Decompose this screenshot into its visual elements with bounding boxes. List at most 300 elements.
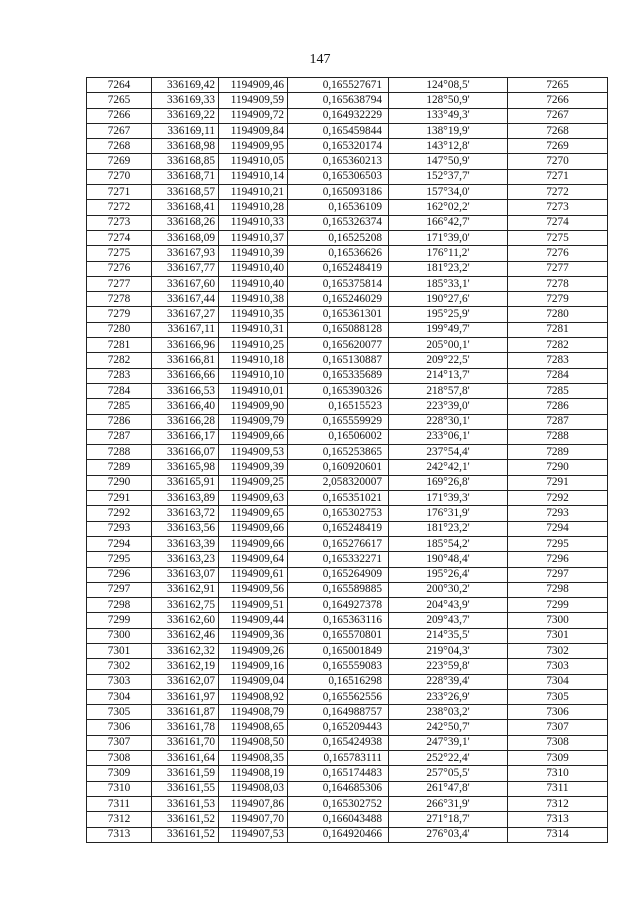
y-coordinate-cell: 1194909,44 bbox=[219, 613, 288, 628]
next-point-number-cell: 7288 bbox=[508, 429, 608, 444]
point-number-cell: 7271 bbox=[87, 185, 152, 200]
y-coordinate-cell: 1194910,37 bbox=[219, 230, 288, 245]
x-coordinate-cell: 336161,52 bbox=[152, 827, 219, 842]
x-coordinate-cell: 336169,11 bbox=[152, 123, 219, 138]
point-number-cell: 7288 bbox=[87, 445, 152, 460]
distance-cell: 0,165302752 bbox=[288, 796, 389, 811]
next-point-number-cell: 7268 bbox=[508, 123, 608, 138]
y-coordinate-cell: 1194909,36 bbox=[219, 628, 288, 643]
point-number-cell: 7303 bbox=[87, 674, 152, 689]
point-number-cell: 7270 bbox=[87, 169, 152, 184]
y-coordinate-cell: 1194910,14 bbox=[219, 169, 288, 184]
x-coordinate-cell: 336162,19 bbox=[152, 659, 219, 674]
point-number-cell: 7283 bbox=[87, 368, 152, 383]
table-row bbox=[87, 123, 608, 138]
distance-cell: 0,165246029 bbox=[288, 292, 389, 307]
next-point-number-cell: 7279 bbox=[508, 292, 608, 307]
x-coordinate-cell: 336161,59 bbox=[152, 766, 219, 781]
table-row bbox=[87, 506, 608, 521]
direction-angle-cell: 223°59,8' bbox=[389, 659, 508, 674]
x-coordinate-cell: 336166,40 bbox=[152, 399, 219, 414]
y-coordinate-cell: 1194909,25 bbox=[219, 475, 288, 490]
distance-cell: 0,165276617 bbox=[288, 536, 389, 551]
table-row bbox=[87, 598, 608, 613]
y-coordinate-cell: 1194909,64 bbox=[219, 552, 288, 567]
x-coordinate-cell: 336161,78 bbox=[152, 720, 219, 735]
y-coordinate-cell: 1194909,51 bbox=[219, 598, 288, 613]
next-point-number-cell: 7277 bbox=[508, 261, 608, 276]
next-point-number-cell: 7307 bbox=[508, 720, 608, 735]
next-point-number-cell: 7265 bbox=[508, 78, 608, 93]
table-row bbox=[87, 812, 608, 827]
next-point-number-cell: 7278 bbox=[508, 276, 608, 291]
direction-angle-cell: 176°31,9' bbox=[389, 506, 508, 521]
x-coordinate-cell: 336166,81 bbox=[152, 353, 219, 368]
next-point-number-cell: 7295 bbox=[508, 536, 608, 551]
table-row bbox=[87, 307, 608, 322]
y-coordinate-cell: 1194907,53 bbox=[219, 827, 288, 842]
x-coordinate-cell: 336162,46 bbox=[152, 628, 219, 643]
x-coordinate-cell: 336167,60 bbox=[152, 276, 219, 291]
point-number-cell: 7267 bbox=[87, 123, 152, 138]
point-number-cell: 7274 bbox=[87, 230, 152, 245]
distance-cell: 0,165264909 bbox=[288, 567, 389, 582]
distance-cell: 0,164920466 bbox=[288, 827, 389, 842]
x-coordinate-cell: 336168,71 bbox=[152, 169, 219, 184]
y-coordinate-cell: 1194909,39 bbox=[219, 460, 288, 475]
x-coordinate-cell: 336167,27 bbox=[152, 307, 219, 322]
y-coordinate-cell: 1194908,35 bbox=[219, 751, 288, 766]
next-point-number-cell: 7298 bbox=[508, 582, 608, 597]
y-coordinate-cell: 1194910,01 bbox=[219, 383, 288, 398]
table-row bbox=[87, 276, 608, 291]
next-point-number-cell: 7283 bbox=[508, 353, 608, 368]
direction-angle-cell: 214°13,7' bbox=[389, 368, 508, 383]
x-coordinate-cell: 336168,09 bbox=[152, 230, 219, 245]
distance-cell: 0,165302753 bbox=[288, 506, 389, 521]
y-coordinate-cell: 1194908,19 bbox=[219, 766, 288, 781]
x-coordinate-cell: 336161,55 bbox=[152, 781, 219, 796]
table-row bbox=[87, 338, 608, 353]
next-point-number-cell: 7276 bbox=[508, 246, 608, 261]
table-row bbox=[87, 261, 608, 276]
direction-angle-cell: 143°12,8' bbox=[389, 139, 508, 154]
direction-angle-cell: 162°02,2' bbox=[389, 200, 508, 215]
x-coordinate-cell: 336161,52 bbox=[152, 812, 219, 827]
table-row bbox=[87, 674, 608, 689]
next-point-number-cell: 7302 bbox=[508, 643, 608, 658]
table-row bbox=[87, 827, 608, 842]
direction-angle-cell: 181°23,2' bbox=[389, 521, 508, 536]
point-number-cell: 7307 bbox=[87, 735, 152, 750]
distance-cell: 0,165375814 bbox=[288, 276, 389, 291]
direction-angle-cell: 257°05,5' bbox=[389, 766, 508, 781]
table-row bbox=[87, 796, 608, 811]
y-coordinate-cell: 1194910,25 bbox=[219, 338, 288, 353]
x-coordinate-cell: 336162,60 bbox=[152, 613, 219, 628]
x-coordinate-cell: 336161,97 bbox=[152, 689, 219, 704]
table-row bbox=[87, 628, 608, 643]
direction-angle-cell: 209°43,7' bbox=[389, 613, 508, 628]
direction-angle-cell: 152°37,7' bbox=[389, 169, 508, 184]
direction-angle-cell: 223°39,0' bbox=[389, 399, 508, 414]
y-coordinate-cell: 1194908,79 bbox=[219, 705, 288, 720]
direction-angle-cell: 218°57,8' bbox=[389, 383, 508, 398]
point-number-cell: 7285 bbox=[87, 399, 152, 414]
table-row bbox=[87, 93, 608, 108]
point-number-cell: 7272 bbox=[87, 200, 152, 215]
y-coordinate-cell: 1194909,72 bbox=[219, 108, 288, 123]
table-row bbox=[87, 429, 608, 444]
direction-angle-cell: 276°03,4' bbox=[389, 827, 508, 842]
x-coordinate-cell: 336161,87 bbox=[152, 705, 219, 720]
distance-cell: 0,164932229 bbox=[288, 108, 389, 123]
table-row bbox=[87, 445, 608, 460]
x-coordinate-cell: 336168,26 bbox=[152, 215, 219, 230]
y-coordinate-cell: 1194910,31 bbox=[219, 322, 288, 337]
direction-angle-cell: 181°23,2' bbox=[389, 261, 508, 276]
direction-angle-cell: 147°50,9' bbox=[389, 154, 508, 169]
table-row bbox=[87, 108, 608, 123]
y-coordinate-cell: 1194908,50 bbox=[219, 735, 288, 750]
y-coordinate-cell: 1194908,92 bbox=[219, 689, 288, 704]
table-row bbox=[87, 491, 608, 506]
direction-angle-cell: 195°25,9' bbox=[389, 307, 508, 322]
table-row bbox=[87, 735, 608, 750]
point-number-cell: 7287 bbox=[87, 429, 152, 444]
table-row bbox=[87, 582, 608, 597]
y-coordinate-cell: 1194909,16 bbox=[219, 659, 288, 674]
distance-cell: 0,165459844 bbox=[288, 123, 389, 138]
direction-angle-cell: 195°26,4' bbox=[389, 567, 508, 582]
table-row bbox=[87, 414, 608, 429]
y-coordinate-cell: 1194910,05 bbox=[219, 154, 288, 169]
distance-cell: 0,165209443 bbox=[288, 720, 389, 735]
direction-angle-cell: 252°22,4' bbox=[389, 751, 508, 766]
x-coordinate-cell: 336161,53 bbox=[152, 796, 219, 811]
distance-cell: 0,165335689 bbox=[288, 368, 389, 383]
table-row bbox=[87, 215, 608, 230]
y-coordinate-cell: 1194910,38 bbox=[219, 292, 288, 307]
table-row bbox=[87, 552, 608, 567]
point-number-cell: 7292 bbox=[87, 506, 152, 521]
table-row bbox=[87, 751, 608, 766]
y-coordinate-cell: 1194910,39 bbox=[219, 246, 288, 261]
next-point-number-cell: 7290 bbox=[508, 460, 608, 475]
y-coordinate-cell: 1194909,66 bbox=[219, 429, 288, 444]
table-row bbox=[87, 643, 608, 658]
x-coordinate-cell: 336163,23 bbox=[152, 552, 219, 567]
point-number-cell: 7297 bbox=[87, 582, 152, 597]
next-point-number-cell: 7282 bbox=[508, 338, 608, 353]
y-coordinate-cell: 1194909,53 bbox=[219, 445, 288, 460]
y-coordinate-cell: 1194910,28 bbox=[219, 200, 288, 215]
distance-cell: 0,165620077 bbox=[288, 338, 389, 353]
direction-angle-cell: 237°54,4' bbox=[389, 445, 508, 460]
direction-angle-cell: 233°06,1' bbox=[389, 429, 508, 444]
y-coordinate-cell: 1194909,46 bbox=[219, 78, 288, 93]
next-point-number-cell: 7300 bbox=[508, 613, 608, 628]
next-point-number-cell: 7296 bbox=[508, 552, 608, 567]
point-number-cell: 7296 bbox=[87, 567, 152, 582]
next-point-number-cell: 7309 bbox=[508, 751, 608, 766]
y-coordinate-cell: 1194908,65 bbox=[219, 720, 288, 735]
point-number-cell: 7277 bbox=[87, 276, 152, 291]
point-number-cell: 7269 bbox=[87, 154, 152, 169]
direction-angle-cell: 176°11,2' bbox=[389, 246, 508, 261]
point-number-cell: 7280 bbox=[87, 322, 152, 337]
direction-angle-cell: 190°27,6' bbox=[389, 292, 508, 307]
x-coordinate-cell: 336166,66 bbox=[152, 368, 219, 383]
table-row bbox=[87, 460, 608, 475]
x-coordinate-cell: 336162,07 bbox=[152, 674, 219, 689]
distance-cell: 0,165360213 bbox=[288, 154, 389, 169]
y-coordinate-cell: 1194909,61 bbox=[219, 567, 288, 582]
point-number-cell: 7278 bbox=[87, 292, 152, 307]
table-row bbox=[87, 399, 608, 414]
point-number-cell: 7313 bbox=[87, 827, 152, 842]
next-point-number-cell: 7308 bbox=[508, 735, 608, 750]
point-number-cell: 7273 bbox=[87, 215, 152, 230]
x-coordinate-cell: 336169,22 bbox=[152, 108, 219, 123]
distance-cell: 0,165351021 bbox=[288, 491, 389, 506]
point-number-cell: 7294 bbox=[87, 536, 152, 551]
next-point-number-cell: 7287 bbox=[508, 414, 608, 429]
direction-angle-cell: 169°26,8' bbox=[389, 475, 508, 490]
y-coordinate-cell: 1194909,59 bbox=[219, 93, 288, 108]
y-coordinate-cell: 1194910,40 bbox=[219, 261, 288, 276]
distance-cell: 0,16506002 bbox=[288, 429, 389, 444]
x-coordinate-cell: 336161,70 bbox=[152, 735, 219, 750]
point-number-cell: 7291 bbox=[87, 491, 152, 506]
table-row bbox=[87, 169, 608, 184]
next-point-number-cell: 7272 bbox=[508, 185, 608, 200]
direction-angle-cell: 266°31,9' bbox=[389, 796, 508, 811]
distance-cell: 0,165424938 bbox=[288, 735, 389, 750]
direction-angle-cell: 261°47,8' bbox=[389, 781, 508, 796]
x-coordinate-cell: 336161,64 bbox=[152, 751, 219, 766]
y-coordinate-cell: 1194909,65 bbox=[219, 506, 288, 521]
table-row bbox=[87, 230, 608, 245]
point-number-cell: 7265 bbox=[87, 93, 152, 108]
direction-angle-cell: 200°30,2' bbox=[389, 582, 508, 597]
distance-cell: 0,165253865 bbox=[288, 445, 389, 460]
point-number-cell: 7301 bbox=[87, 643, 152, 658]
table-row bbox=[87, 659, 608, 674]
point-number-cell: 7268 bbox=[87, 139, 152, 154]
y-coordinate-cell: 1194909,90 bbox=[219, 399, 288, 414]
distance-cell: 0,165248419 bbox=[288, 521, 389, 536]
next-point-number-cell: 7297 bbox=[508, 567, 608, 582]
point-number-cell: 7284 bbox=[87, 383, 152, 398]
distance-cell: 0,166043488 bbox=[288, 812, 389, 827]
direction-angle-cell: 166°42,7' bbox=[389, 215, 508, 230]
x-coordinate-cell: 336165,91 bbox=[152, 475, 219, 490]
point-number-cell: 7309 bbox=[87, 766, 152, 781]
direction-angle-cell: 171°39,0' bbox=[389, 230, 508, 245]
y-coordinate-cell: 1194909,56 bbox=[219, 582, 288, 597]
direction-angle-cell: 228°30,1' bbox=[389, 414, 508, 429]
point-number-cell: 7295 bbox=[87, 552, 152, 567]
x-coordinate-cell: 336162,91 bbox=[152, 582, 219, 597]
y-coordinate-cell: 1194909,66 bbox=[219, 536, 288, 551]
next-point-number-cell: 7306 bbox=[508, 705, 608, 720]
table-row bbox=[87, 368, 608, 383]
next-point-number-cell: 7303 bbox=[508, 659, 608, 674]
distance-cell: 0,165363116 bbox=[288, 613, 389, 628]
y-coordinate-cell: 1194909,95 bbox=[219, 139, 288, 154]
x-coordinate-cell: 336166,96 bbox=[152, 338, 219, 353]
point-number-cell: 7305 bbox=[87, 705, 152, 720]
next-point-number-cell: 7270 bbox=[508, 154, 608, 169]
y-coordinate-cell: 1194909,04 bbox=[219, 674, 288, 689]
next-point-number-cell: 7281 bbox=[508, 322, 608, 337]
distance-cell: 0,164927378 bbox=[288, 598, 389, 613]
table-body bbox=[87, 78, 608, 843]
x-coordinate-cell: 336163,72 bbox=[152, 506, 219, 521]
x-coordinate-cell: 336168,57 bbox=[152, 185, 219, 200]
distance-cell: 2,058320007 bbox=[288, 475, 389, 490]
y-coordinate-cell: 1194909,26 bbox=[219, 643, 288, 658]
distance-cell: 0,165559929 bbox=[288, 414, 389, 429]
distance-cell: 0,164988757 bbox=[288, 705, 389, 720]
table-row bbox=[87, 567, 608, 582]
direction-angle-cell: 185°54,2' bbox=[389, 536, 508, 551]
x-coordinate-cell: 336163,07 bbox=[152, 567, 219, 582]
x-coordinate-cell: 336166,53 bbox=[152, 383, 219, 398]
table-row bbox=[87, 78, 608, 93]
next-point-number-cell: 7291 bbox=[508, 475, 608, 490]
y-coordinate-cell: 1194908,03 bbox=[219, 781, 288, 796]
distance-cell: 0,165248419 bbox=[288, 261, 389, 276]
direction-angle-cell: 124°08,5' bbox=[389, 78, 508, 93]
x-coordinate-cell: 336167,93 bbox=[152, 246, 219, 261]
point-number-cell: 7276 bbox=[87, 261, 152, 276]
next-point-number-cell: 7313 bbox=[508, 812, 608, 827]
point-number-cell: 7282 bbox=[87, 353, 152, 368]
table-row bbox=[87, 246, 608, 261]
y-coordinate-cell: 1194910,18 bbox=[219, 353, 288, 368]
x-coordinate-cell: 336162,32 bbox=[152, 643, 219, 658]
next-point-number-cell: 7305 bbox=[508, 689, 608, 704]
table-row bbox=[87, 521, 608, 536]
point-number-cell: 7298 bbox=[87, 598, 152, 613]
distance-cell: 0,16536109 bbox=[288, 200, 389, 215]
point-number-cell: 7308 bbox=[87, 751, 152, 766]
next-point-number-cell: 7301 bbox=[508, 628, 608, 643]
point-number-cell: 7299 bbox=[87, 613, 152, 628]
distance-cell: 0,165326374 bbox=[288, 215, 389, 230]
point-number-cell: 7281 bbox=[87, 338, 152, 353]
direction-angle-cell: 233°26,9' bbox=[389, 689, 508, 704]
y-coordinate-cell: 1194909,79 bbox=[219, 414, 288, 429]
distance-cell: 0,165320174 bbox=[288, 139, 389, 154]
direction-angle-cell: 138°19,9' bbox=[389, 123, 508, 138]
y-coordinate-cell: 1194910,21 bbox=[219, 185, 288, 200]
next-point-number-cell: 7275 bbox=[508, 230, 608, 245]
distance-cell: 0,165306503 bbox=[288, 169, 389, 184]
distance-cell: 0,16536626 bbox=[288, 246, 389, 261]
point-number-cell: 7293 bbox=[87, 521, 152, 536]
next-point-number-cell: 7274 bbox=[508, 215, 608, 230]
point-number-cell: 7290 bbox=[87, 475, 152, 490]
table-row bbox=[87, 322, 608, 337]
y-coordinate-cell: 1194907,86 bbox=[219, 796, 288, 811]
next-point-number-cell: 7285 bbox=[508, 383, 608, 398]
table-row bbox=[87, 383, 608, 398]
point-number-cell: 7289 bbox=[87, 460, 152, 475]
point-number-cell: 7275 bbox=[87, 246, 152, 261]
next-point-number-cell: 7299 bbox=[508, 598, 608, 613]
direction-angle-cell: 219°04,3' bbox=[389, 643, 508, 658]
next-point-number-cell: 7271 bbox=[508, 169, 608, 184]
distance-cell: 0,16516298 bbox=[288, 674, 389, 689]
direction-angle-cell: 209°22,5' bbox=[389, 353, 508, 368]
direction-angle-cell: 214°35,5' bbox=[389, 628, 508, 643]
direction-angle-cell: 171°39,3' bbox=[389, 491, 508, 506]
next-point-number-cell: 7293 bbox=[508, 506, 608, 521]
x-coordinate-cell: 336162,75 bbox=[152, 598, 219, 613]
direction-angle-cell: 157°34,0' bbox=[389, 185, 508, 200]
coordinates-table bbox=[86, 77, 608, 843]
distance-cell: 0,165001849 bbox=[288, 643, 389, 658]
distance-cell: 0,165174483 bbox=[288, 766, 389, 781]
x-coordinate-cell: 336163,56 bbox=[152, 521, 219, 536]
distance-cell: 0,165093186 bbox=[288, 185, 389, 200]
y-coordinate-cell: 1194909,63 bbox=[219, 491, 288, 506]
table-row bbox=[87, 292, 608, 307]
x-coordinate-cell: 336166,07 bbox=[152, 445, 219, 460]
x-coordinate-cell: 336165,98 bbox=[152, 460, 219, 475]
x-coordinate-cell: 336167,77 bbox=[152, 261, 219, 276]
x-coordinate-cell: 336166,28 bbox=[152, 414, 219, 429]
distance-cell: 0,16515523 bbox=[288, 399, 389, 414]
table-row bbox=[87, 689, 608, 704]
direction-angle-cell: 271°18,7' bbox=[389, 812, 508, 827]
table-row bbox=[87, 475, 608, 490]
distance-cell: 0,165570801 bbox=[288, 628, 389, 643]
next-point-number-cell: 7273 bbox=[508, 200, 608, 215]
point-number-cell: 7312 bbox=[87, 812, 152, 827]
point-number-cell: 7279 bbox=[87, 307, 152, 322]
direction-angle-cell: 199°49,7' bbox=[389, 322, 508, 337]
table-row bbox=[87, 705, 608, 720]
direction-angle-cell: 128°50,9' bbox=[389, 93, 508, 108]
y-coordinate-cell: 1194907,70 bbox=[219, 812, 288, 827]
distance-cell: 0,165088128 bbox=[288, 322, 389, 337]
next-point-number-cell: 7280 bbox=[508, 307, 608, 322]
x-coordinate-cell: 336169,42 bbox=[152, 78, 219, 93]
x-coordinate-cell: 336163,89 bbox=[152, 491, 219, 506]
x-coordinate-cell: 336163,39 bbox=[152, 536, 219, 551]
direction-angle-cell: 205°00,1' bbox=[389, 338, 508, 353]
x-coordinate-cell: 336167,11 bbox=[152, 322, 219, 337]
table-row bbox=[87, 781, 608, 796]
table-row bbox=[87, 613, 608, 628]
next-point-number-cell: 7304 bbox=[508, 674, 608, 689]
direction-angle-cell: 190°48,4' bbox=[389, 552, 508, 567]
x-coordinate-cell: 336168,41 bbox=[152, 200, 219, 215]
y-coordinate-cell: 1194909,84 bbox=[219, 123, 288, 138]
point-number-cell: 7311 bbox=[87, 796, 152, 811]
x-coordinate-cell: 336169,33 bbox=[152, 93, 219, 108]
next-point-number-cell: 7312 bbox=[508, 796, 608, 811]
distance-cell: 0,165638794 bbox=[288, 93, 389, 108]
point-number-cell: 7266 bbox=[87, 108, 152, 123]
next-point-number-cell: 7310 bbox=[508, 766, 608, 781]
next-point-number-cell: 7284 bbox=[508, 368, 608, 383]
point-number-cell: 7310 bbox=[87, 781, 152, 796]
